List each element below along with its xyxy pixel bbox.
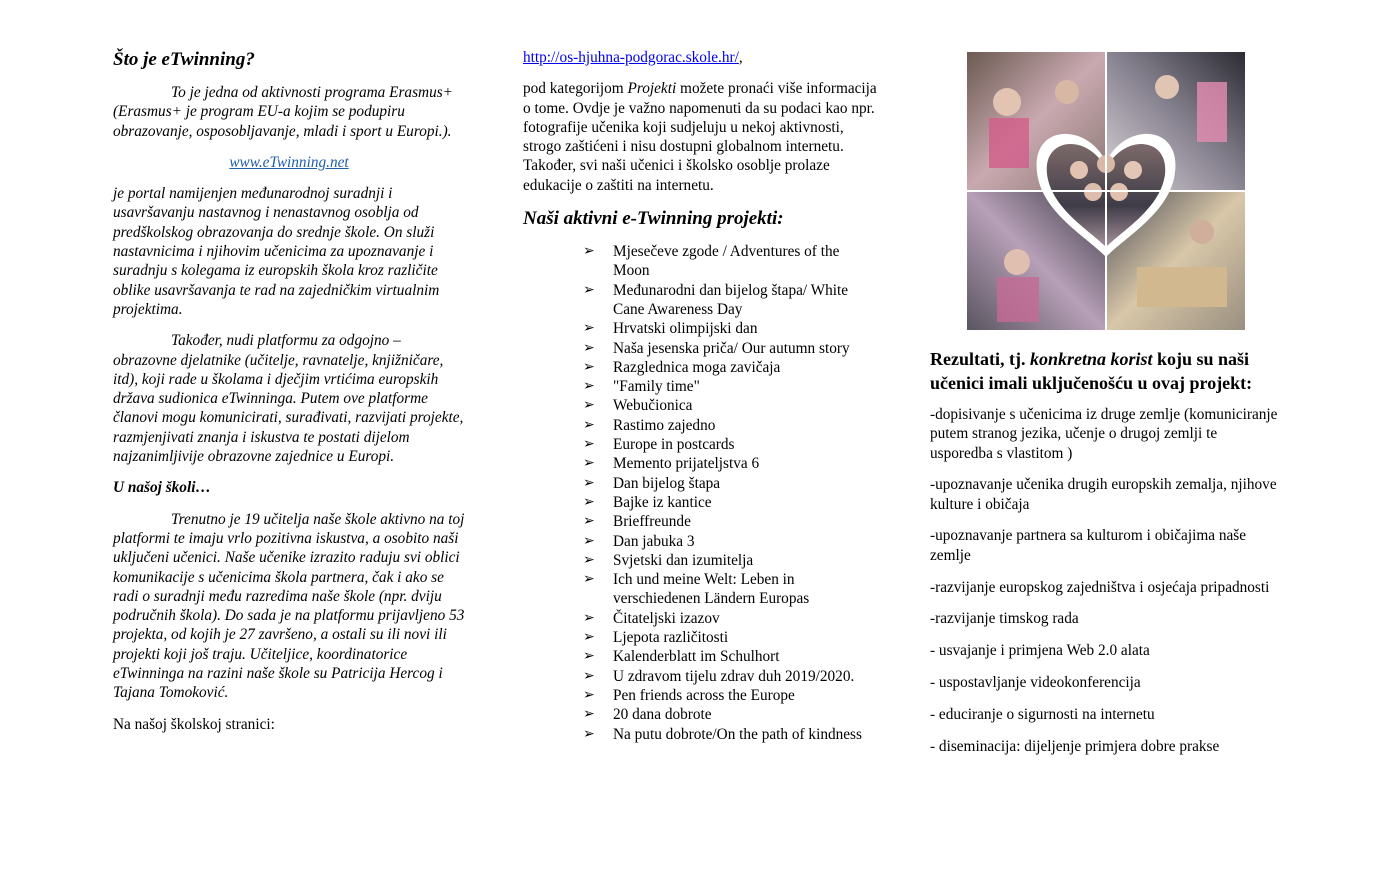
project-item-label: Dan jabuka 3 <box>613 532 695 550</box>
bullet-arrow-icon: ➢ <box>583 436 595 453</box>
school-page-paragraph: Na našoj školskoj stranici: <box>113 715 275 733</box>
project-item <box>583 358 879 377</box>
project-item-label: 20 dana dobrote <box>613 706 712 724</box>
photo-collage <box>967 52 1245 330</box>
active-projects-heading: Naši aktivni e-Twinning projekti: <box>523 208 784 230</box>
project-item-label: Webučionica <box>613 397 693 415</box>
project-item-label: Brieffreunde <box>613 513 691 531</box>
project-item <box>583 454 879 473</box>
bullet-arrow-icon: ➢ <box>583 629 595 646</box>
bullet-arrow-icon: ➢ <box>583 243 595 260</box>
results-list <box>930 405 1282 756</box>
results-heading-start: Rezultati, tj. <box>930 349 1030 369</box>
bullet-arrow-icon: ➢ <box>583 474 595 491</box>
project-item <box>583 667 879 686</box>
project-item-label: Međunarodni dan bijelog štapa/ White Cane Awareness Day <box>613 281 849 318</box>
project-item <box>583 532 879 551</box>
project-item-label: Pen friends across the Europe <box>613 686 795 704</box>
project-item-label: "Family time" <box>613 378 700 396</box>
result-item: -upoznavanje učenika drugih europskih zemalja, njihove kulture i običaja <box>930 476 1277 513</box>
bullet-arrow-icon: ➢ <box>583 281 595 298</box>
project-item-label: Svjetski dan izumitelja <box>613 551 754 569</box>
bullet-arrow-icon: ➢ <box>583 320 595 337</box>
results-heading <box>930 348 1282 395</box>
portal-paragraph: je portal namijenjen međunarodnoj suradnji i usavršavanju nastavnog i nenastavnog osoblja od predškolskog obrazovanja do srednje škole. On služi nastavnicima i njihovim učenicima za upoznavanje i suradnju s kolegama iz europskih škola kroz različite oblike usavršavanja te rad na zajedničkim virtualnim projektima. <box>113 185 440 318</box>
project-item-label: Ich und meine Welt: Leben in verschiedenen Ländern Europas <box>613 571 810 608</box>
result-item: -razvijanje timskog rada <box>930 610 1079 628</box>
project-item <box>583 705 879 724</box>
project-item-label: Čitateljski izazov <box>613 609 720 627</box>
intro-paragraph: To je jedna od aktivnosti programa Erasmus+ (Erasmus+ je program EU-a kojim se podupiru obrazovanje, osposobljavanje, mladi i sport u Europi.). <box>113 84 453 140</box>
project-item-label: Naša jesenska priča/ Our autumn story <box>613 339 850 357</box>
project-item <box>583 281 879 320</box>
bullet-arrow-icon: ➢ <box>583 455 595 472</box>
result-item: -razvijanje europskog zajedništva i osjećaja pripadnosti <box>930 578 1270 596</box>
info-text-end: možete pronaći više informacija o tome. Ovdje je važno napomenuti da su podaci kao npr. fotografije učenika koji sudjeluju u nekoj aktivnosti, strogo zaštićeni i nisu dostupni globalnom internetu. Također, svi naši učenici i školsko osoblje prolaze edukacije o zaštiti na internetu. <box>523 80 877 194</box>
column-results <box>930 52 1282 768</box>
project-item <box>583 551 879 570</box>
project-item <box>583 339 879 358</box>
column-projects <box>523 48 879 744</box>
project-item-label: Kalenderblatt im Schulhort <box>613 648 780 666</box>
project-item <box>583 570 879 609</box>
project-item <box>583 647 879 666</box>
project-item <box>583 242 879 281</box>
school-paragraph: Trenutno je 19 učitelja naše škole aktivno na toj platformi te imaju vrlo pozitivna iskustva, a osobito naši uključeni učenici. Naše učenike izrazito raduju svi oblici komunikacije s učenicima škola partnera, čak i ako se radi o suradnji među razredima naše škole (npr. dviju područnih škola). Do sada je na platformu prijavljeno 53 projekta, od kojih je 27 završeno, a ostali su ili novi ili projekti koji još traju. Učiteljice, koordinatorice eTwinninga na razini naše škole su Patricija Hercog i Tajana Tomoković. <box>113 510 465 702</box>
result-item: - diseminacija: dijeljenje primjera dobre prakse <box>930 737 1220 755</box>
bullet-arrow-icon: ➢ <box>583 551 595 568</box>
heading-what-is-etwinning: Što je eTwinning? <box>113 49 255 70</box>
project-item <box>583 319 879 338</box>
bullet-arrow-icon: ➢ <box>583 667 595 684</box>
project-item-label: Bajke iz kantice <box>613 493 712 511</box>
bullet-arrow-icon: ➢ <box>583 571 595 588</box>
bullet-arrow-icon: ➢ <box>583 725 595 742</box>
project-item <box>583 609 879 628</box>
column-what-is-etwinning <box>113 48 465 746</box>
bullet-arrow-icon: ➢ <box>583 648 595 665</box>
project-item-label: Rastimo zajedno <box>613 416 716 434</box>
website-link-paragraph <box>113 153 465 172</box>
bullet-arrow-icon: ➢ <box>583 493 595 510</box>
result-item: - uspostavljanje videokonferencija <box>930 673 1141 691</box>
result-item: - educiranje o sigurnosti na internetu <box>930 705 1155 723</box>
project-item <box>583 396 879 415</box>
bullet-arrow-icon: ➢ <box>583 609 595 626</box>
bullet-arrow-icon: ➢ <box>583 706 595 723</box>
project-item-label: Memento prijateljstva 6 <box>613 455 760 473</box>
project-item <box>583 628 879 647</box>
project-item-label: Hrvatski olimpijski dan <box>613 320 758 338</box>
etwinning-website-link[interactable]: www.eTwinning.net <box>229 153 349 171</box>
result-item: - usvajanje i primjena Web 2.0 alata <box>930 642 1150 660</box>
bullet-arrow-icon: ➢ <box>583 339 595 356</box>
project-item-label: U zdravom tijelu zdrav duh 2019/2020. <box>613 667 855 685</box>
school-url-link[interactable]: http://os-hjuhna-podgorac.skole.hr/ <box>523 49 739 66</box>
project-item <box>583 512 879 531</box>
photo-collage-image <box>967 52 1245 330</box>
platform-paragraph: Također, nudi platformu za odgojno – obrazovne djelatnike (učitelje, ravnatelje, knjižničare, itd), koji rade u školama i dječjim vrtićima europskih država sudionica eTwinninga. Putem ove platforme članovi mogu komunicirati, surađivati, razvijati projekte, razmjenjivati znanja i iskustva te postati dijelom najzanimljivije obrazovne zajednice u Europi. <box>113 332 464 466</box>
in-our-school-heading: U našoj školi… <box>113 479 211 497</box>
bullet-arrow-icon: ➢ <box>583 416 595 433</box>
project-item-label: Europe in postcards <box>613 436 735 454</box>
bullet-arrow-icon: ➢ <box>583 686 595 703</box>
project-item <box>583 725 879 744</box>
project-item-label: Razglednica moga zavičaja <box>613 358 781 376</box>
project-item-label: Na putu dobrote/On the path of kindness <box>613 725 862 743</box>
result-item: -dopisivanje s učenicima iz druge zemlje (komuniciranje putem stranog jezika, učenje o drugoj zemlji te usporedba s vlastitom ) <box>930 406 1278 462</box>
project-item <box>583 435 879 454</box>
project-item <box>583 416 879 435</box>
bullet-arrow-icon: ➢ <box>583 378 595 395</box>
url-comma: , <box>738 49 743 66</box>
bullet-arrow-icon: ➢ <box>583 358 595 375</box>
bullet-arrow-icon: ➢ <box>583 513 595 530</box>
result-item: -upoznavanje partnera sa kulturom i običajima naše zemlje <box>930 527 1247 564</box>
results-heading-emphasis: konkretna korist <box>1029 349 1153 369</box>
info-text-start: pod kategorijom <box>523 80 628 98</box>
projects-list <box>523 242 879 744</box>
project-item-label: Ljepota različitosti <box>613 629 729 647</box>
project-item <box>583 493 879 512</box>
info-text-projekti: Projekti <box>627 80 677 98</box>
project-item-label: Mjesečeve zgode / Adventures of the Moon <box>613 243 840 280</box>
project-item <box>583 474 879 493</box>
bullet-arrow-icon: ➢ <box>583 397 595 414</box>
project-item <box>583 686 879 705</box>
school-url-paragraph <box>523 48 879 67</box>
bullet-arrow-icon: ➢ <box>583 532 595 549</box>
results-heading-end: koju su naši učenici imali uključenošću u ovaj projekt: <box>930 349 1253 393</box>
project-item <box>583 377 879 396</box>
info-paragraph <box>523 79 879 195</box>
project-item-label: Dan bijelog štapa <box>613 474 721 492</box>
